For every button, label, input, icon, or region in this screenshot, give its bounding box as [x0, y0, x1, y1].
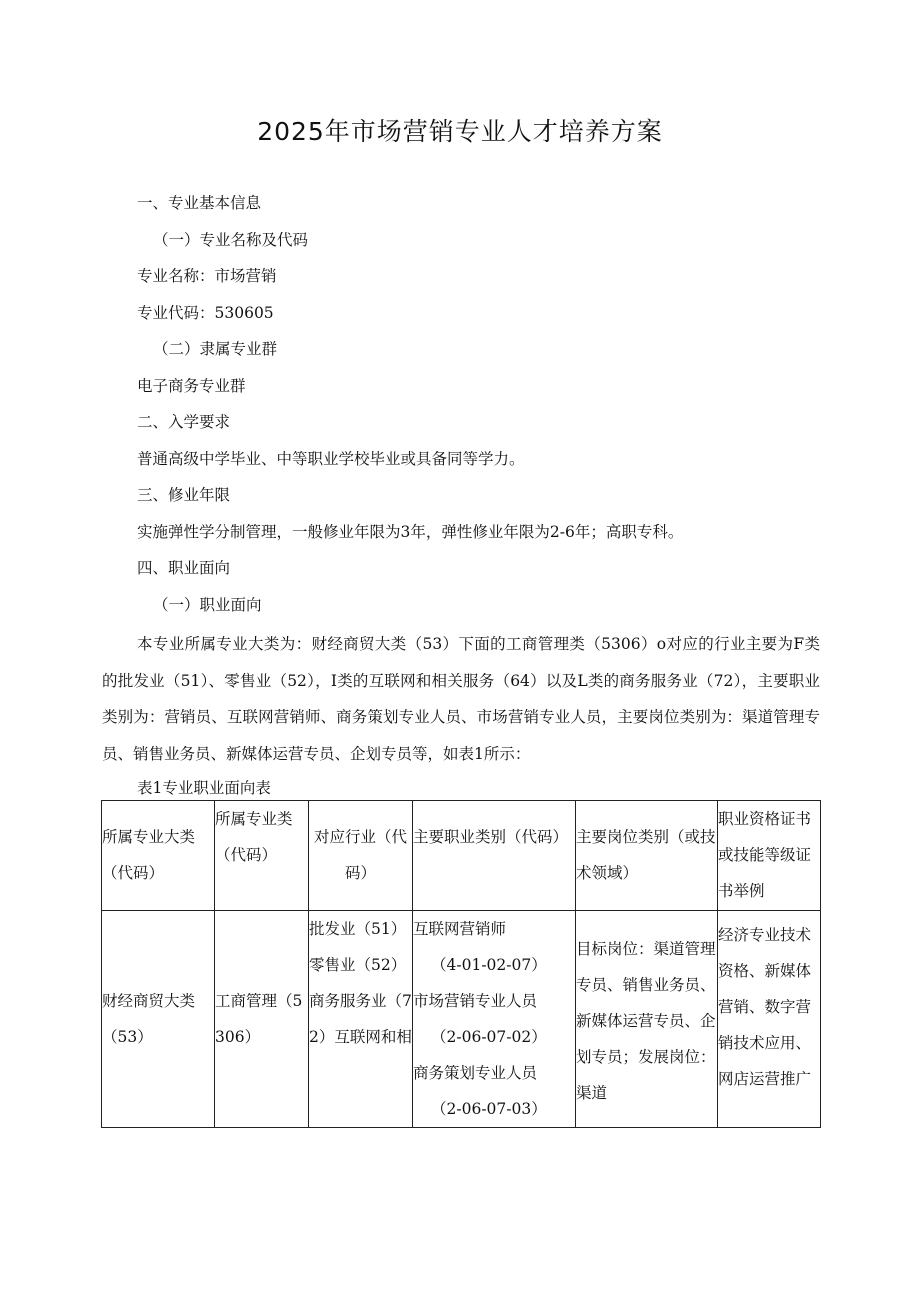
table-cell	[576, 911, 718, 1128]
header-cell	[576, 801, 718, 911]
cell-subcategory: 工商管理（5306）	[215, 992, 303, 1046]
table-row	[102, 911, 821, 1128]
header-category: 所属专业大类（代码）	[102, 828, 196, 882]
header-cell	[215, 801, 309, 911]
table-cell	[102, 911, 215, 1128]
cell-occupation-3: 商务策划专业人员	[413, 1064, 538, 1082]
header-occupation: 主要职业类别（代码）	[413, 828, 569, 846]
subsection-name-code: （一）专业名称及代码	[153, 231, 309, 249]
cell-occupation-2: 市场营销专业人员	[413, 992, 538, 1010]
subsection-career: （一）职业面向	[153, 596, 262, 614]
table-cell	[215, 911, 309, 1128]
cell-occupation-code-3: （2-06-07-03）	[431, 1100, 547, 1118]
cell-occupation-code-1: （4-01-02-07）	[431, 956, 547, 974]
header-cell	[309, 801, 413, 911]
section-heading-basic-info: 一、专业基本信息	[137, 194, 262, 212]
header-industry: 对应行业（代码）	[313, 828, 407, 882]
header-position: 主要岗位类别（或技术领域）	[576, 828, 716, 882]
header-subcategory: 所属专业类（代码）	[215, 810, 293, 864]
cell-category: 财经商贸大类（53）	[102, 992, 196, 1046]
cell-industry: 批发业（51）零售业（52）商务服务业（72）互联网和相	[309, 920, 412, 1046]
table-cell	[309, 911, 413, 1128]
header-certificate: 职业资格证书或技能等级证书举例	[718, 810, 812, 900]
table-header-row	[102, 801, 821, 911]
cell-position: 目标岗位：渠道管理专员、销售业务员、新媒体运营专员、企划专员；发展岗位：渠道	[576, 940, 716, 1102]
table-cell	[413, 911, 576, 1128]
table-cell	[718, 911, 821, 1128]
duration-text: 实施弹性学分制管理，一般修业年限为3年，弹性修业年限为2-6年；高职专科。	[137, 523, 684, 541]
section-heading-duration: 三、修业年限	[137, 486, 231, 504]
cell-certificate: 经济专业技术资格、新媒体营销、数字营销技术应用、网店运营推广	[718, 926, 812, 1088]
cell-occupation-1: 互联网营销师	[413, 920, 507, 938]
major-code: 专业代码：530605	[137, 304, 274, 322]
career-table	[101, 800, 821, 1128]
major-name: 专业名称：市场营销	[137, 267, 277, 285]
page-title: 2025年市场营销专业人才培养方案	[257, 117, 663, 146]
header-cell	[102, 801, 215, 911]
table-caption: 表1专业职业面向表	[137, 779, 271, 797]
admission-text: 普通高级中学毕业、中等职业学校毕业或具备同等学力。	[137, 450, 525, 468]
major-group: 电子商务专业群	[137, 377, 246, 395]
header-cell	[413, 801, 576, 911]
subsection-major-group: （二）隶属专业群	[153, 340, 278, 358]
section-heading-career: 四、职业面向	[137, 559, 231, 577]
career-paragraph: 本专业所属专业大类为：财经商贸大类（53）下面的工商管理类（5306）o对应的行业主要为F类的批发业（51）、零售业（52），I类的互联网和相关服务（64）以及L类的商务服务业（72），主要职业类别为：营销员、互联网营销师、商务策划专业人员、市场营销专业人员，主要岗位类别为：渠道管理专员、销售业务员、新媒体运营专员、企划专员等，如表1所示：	[102, 635, 820, 763]
cell-occupation-code-2: （2-06-07-02）	[431, 1028, 547, 1046]
header-cell	[718, 801, 821, 911]
section-heading-admission: 二、入学要求	[137, 413, 231, 431]
